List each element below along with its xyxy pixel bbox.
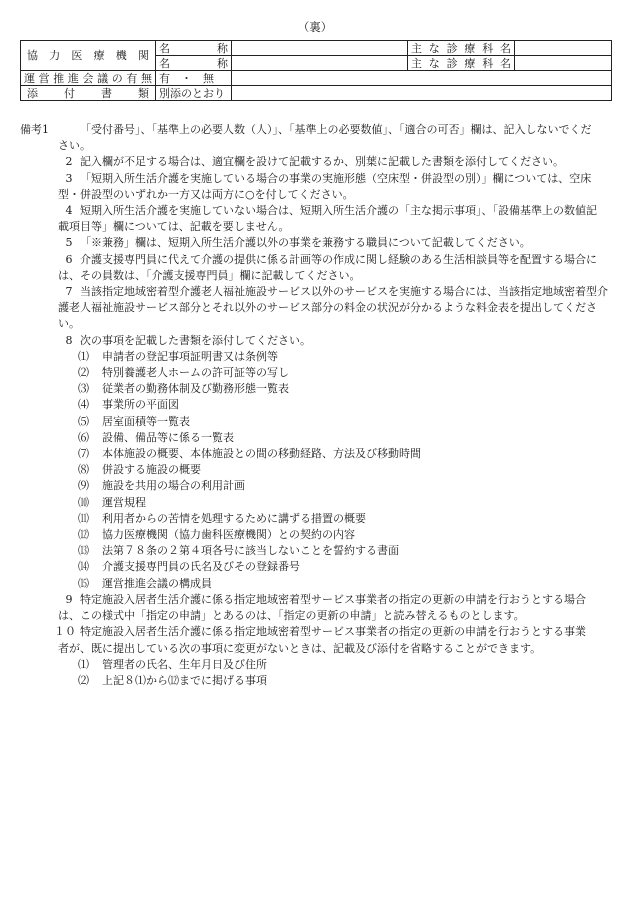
note-text: 次の事項を記載した書類を添付してください。 bbox=[80, 333, 311, 347]
list-item bbox=[20, 511, 615, 527]
note-number: 8 bbox=[65, 333, 73, 347]
note-number: 4 bbox=[65, 204, 73, 218]
list-item-text: 介護支援専門員の氏名及びその登録番号 bbox=[102, 560, 300, 574]
tempu-label: 添付書類 bbox=[21, 86, 156, 101]
uneikaigi-row bbox=[21, 71, 612, 86]
list-item bbox=[20, 397, 615, 413]
name-value-2[interactable] bbox=[232, 56, 408, 71]
note-6 bbox=[20, 252, 615, 268]
list-item bbox=[20, 543, 615, 559]
list-item-text: 上記８⑴から⑿までに掲げる事項 bbox=[102, 673, 267, 687]
note-text: 当該指定地域密着型介護老人福祉施設サービス以外のサービスを実施する場合には、当該指定地域密着型介 bbox=[80, 285, 608, 299]
list-item-text: 法第７８条の２第４項各号に該当しないことを誓約する書面 bbox=[102, 544, 399, 558]
list-item bbox=[20, 478, 615, 494]
note-8 bbox=[20, 333, 615, 349]
list-item-text: 設備、備品等に係る一覧表 bbox=[102, 430, 234, 444]
note-5 bbox=[20, 235, 615, 251]
uneikaigi-label: 運営推進会議の有無 bbox=[21, 71, 156, 86]
name-value-1[interactable] bbox=[232, 41, 408, 56]
list-item bbox=[20, 495, 615, 511]
note-number: 9 bbox=[65, 592, 73, 606]
note-4 bbox=[20, 203, 615, 219]
note-number: 6 bbox=[65, 252, 73, 266]
note-number: 3 bbox=[65, 171, 73, 185]
list-item-number: ⒀ bbox=[78, 544, 89, 558]
note-7-cont: い。 bbox=[58, 317, 80, 331]
note-3-cont: 型・併設型のいずれか一方又は両方に○を付してください。 bbox=[58, 187, 354, 201]
note-text: 「短期入所生活介護を実施している場合の事業の実施形態（空床型・併設型の別）」欄については、空床 bbox=[80, 171, 592, 185]
list-item bbox=[20, 446, 615, 462]
uneikaigi-value[interactable]: 有 ・ 無 bbox=[156, 71, 232, 86]
dept-label-1: 主な診療科名 bbox=[408, 41, 515, 56]
list-item-text: 申請者の登記事項証明書又は条例等 bbox=[102, 349, 278, 363]
note-3 bbox=[20, 171, 615, 187]
list-item bbox=[20, 430, 615, 446]
list-item-text: 特別養護老人ホームの許可証等の写し bbox=[102, 366, 289, 380]
name-label-1: 名称 bbox=[156, 41, 232, 56]
tempu-row bbox=[21, 86, 612, 101]
note-number: １０ bbox=[54, 625, 76, 639]
note-1 bbox=[20, 122, 615, 138]
list-item-number: ⑴ bbox=[78, 349, 89, 363]
dept-label-2: 主な診療科名 bbox=[408, 56, 515, 71]
list-item bbox=[20, 381, 615, 397]
dept-value-1[interactable] bbox=[515, 41, 612, 56]
dept-value-2[interactable] bbox=[515, 56, 612, 71]
list-item-number: ⑷ bbox=[78, 398, 89, 412]
page-heading: （裏） bbox=[297, 20, 333, 34]
note-text: 短期入所生活介護を実施していない場合は、短期入所生活介護の「主な掲示事項」、「設備基準上の数値記 bbox=[80, 204, 597, 218]
note-number: 2 bbox=[65, 155, 73, 169]
list-item-text: 運営推進会議の構成員 bbox=[102, 576, 212, 590]
list-item-text: 事業所の平面図 bbox=[102, 398, 179, 412]
list-item-text: 施設を共用の場合の利用計画 bbox=[102, 479, 245, 493]
list-item-number: ⑺ bbox=[78, 447, 89, 461]
note-6-cont: は、その員数は、「介護支援専門員」欄に記載してください。 bbox=[58, 268, 361, 282]
list-item-text: 本体施設の概要、本体施設との間の移動経路、方法及び移動時間 bbox=[102, 447, 421, 461]
kyoryoku-row-1 bbox=[21, 41, 612, 56]
list-item-number: ⑼ bbox=[78, 479, 89, 493]
list-item-number: ⑾ bbox=[78, 511, 89, 525]
list-item-text: 併設する施設の概要 bbox=[102, 463, 201, 477]
note-7 bbox=[20, 284, 615, 300]
note-number: 1 bbox=[42, 123, 49, 136]
tempu-value: 別添のとおり bbox=[156, 86, 232, 101]
list-item-text: 利用者からの苦情を処理するために講ずる措置の概要 bbox=[102, 511, 366, 525]
note-text: 「受付番号」、「基準上の必要人数（人）」、「基準上の必要数値」、「適合の可否」欄は、記入しないでくだ bbox=[80, 123, 592, 136]
note-4-cont: 載項目等」欄については、記載を要しません。 bbox=[58, 220, 290, 234]
tempu-blank bbox=[232, 86, 612, 101]
list-item-number: ⑸ bbox=[78, 414, 89, 428]
note-number: 5 bbox=[65, 236, 73, 250]
note-text: 介護支援専門員に代えて介護の提供に係る計画等の作成に関し経験のある生活相談員等を配置する場合に bbox=[80, 252, 597, 266]
note-text: 記入欄が不足する場合は、適宜欄を設けて記載するか、別葉に記載した書類を添付してください。 bbox=[80, 155, 564, 169]
list-item bbox=[20, 349, 615, 365]
note-9-cont: は、この様式中「指定の申請」とあるのは、「指定の更新の申請」と読み替えるものとします。 bbox=[58, 609, 525, 623]
list-item-number: ⑵ bbox=[78, 366, 89, 380]
list-item-number: ⑴ bbox=[78, 657, 89, 671]
list-item bbox=[20, 673, 615, 689]
note-text: 特定施設入居者生活介護に係る指定地域密着型サービス事業者の指定の更新の申請を行おうとする場合 bbox=[80, 592, 586, 606]
list-item-number: ⑻ bbox=[78, 463, 89, 477]
note-9 bbox=[20, 592, 615, 608]
list-item-number: ⑿ bbox=[78, 528, 89, 542]
note-text: 「※兼務」欄は、短期入所生活介護以外の事業を兼務する職員について記載してください。 bbox=[80, 236, 531, 250]
list-item-text: 協力医療機関（協力歯科医療機関）との契約の内容 bbox=[102, 528, 355, 542]
list-item-number: ⑽ bbox=[78, 495, 89, 509]
list-item-text: 居室面積等一覧表 bbox=[102, 414, 190, 428]
note-7-cont: 護老人福祉施設サービス部分とそれ以外のサービス部分の料金の状況が分かるような料金表を提出してくださ bbox=[58, 301, 597, 315]
note-10-cont: 者が、既に提出している次の事項に変更がないときは、記載及び添付を省略することができます。 bbox=[58, 641, 542, 655]
note-number: 7 bbox=[65, 285, 73, 299]
notes-prefix: 備考 bbox=[20, 123, 42, 136]
list-item bbox=[20, 559, 615, 575]
note-2 bbox=[20, 154, 615, 170]
list-item bbox=[20, 527, 615, 543]
list-item bbox=[20, 576, 615, 592]
list-item bbox=[20, 365, 615, 381]
list-item-text: 運営規程 bbox=[102, 495, 146, 509]
list-item bbox=[20, 657, 615, 673]
list-item bbox=[20, 414, 615, 430]
list-item-number: ⑵ bbox=[78, 673, 89, 687]
name-label-2: 名称 bbox=[156, 56, 232, 71]
note-10 bbox=[20, 624, 615, 640]
list-item-text: 管理者の氏名、生年月日及び住所 bbox=[102, 657, 267, 671]
form-table bbox=[20, 40, 612, 101]
note-text: 特定施設入居者生活介護に係る指定地域密着型サービス事業者の指定の更新の申請を行おうとする事業 bbox=[80, 625, 586, 639]
notes-section bbox=[20, 122, 615, 689]
list-item-number: ⒂ bbox=[78, 576, 89, 590]
uneikaigi-blank bbox=[232, 71, 612, 86]
list-item-number: ⑶ bbox=[78, 382, 89, 396]
list-item bbox=[20, 462, 615, 478]
kyoryoku-label: 協力医療機関 bbox=[21, 41, 156, 71]
list-item-number: ⒁ bbox=[78, 560, 89, 574]
list-item-number: ⑹ bbox=[78, 430, 89, 444]
note-1-cont: さい。 bbox=[58, 139, 91, 153]
list-item-text: 従業者の勤務体制及び勤務形態一覧表 bbox=[102, 382, 289, 396]
